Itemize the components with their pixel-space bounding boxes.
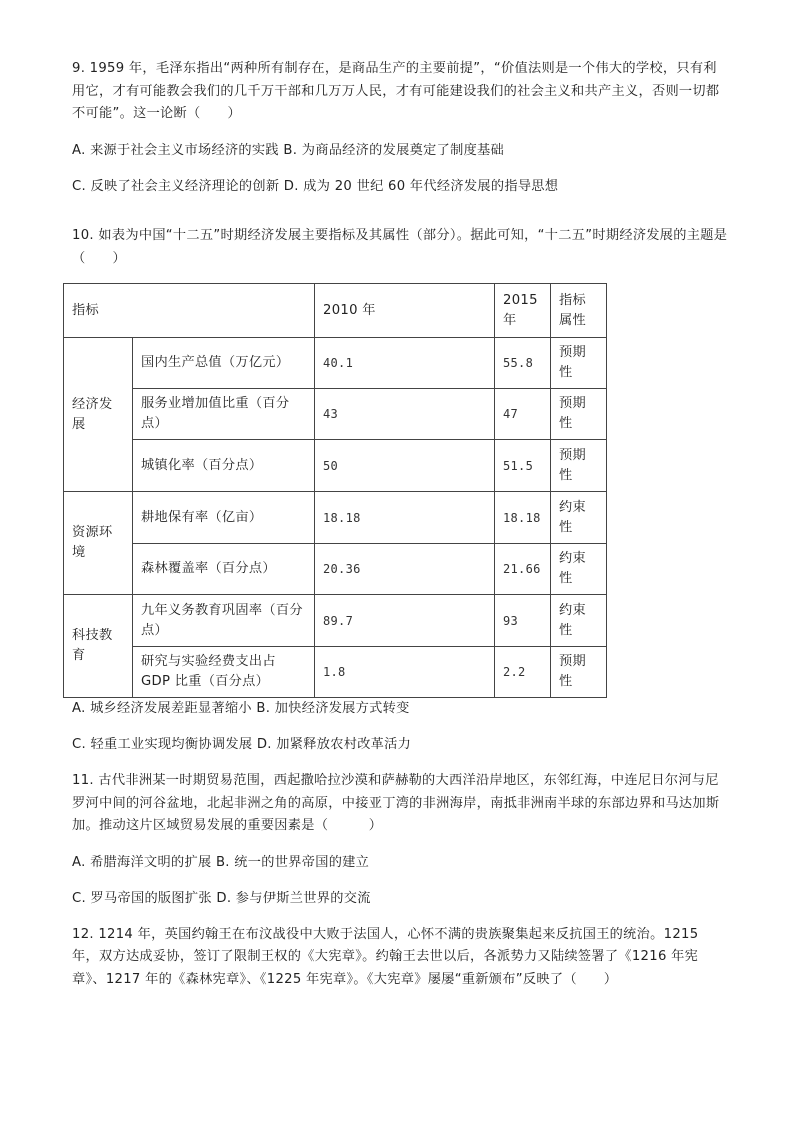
attr-cell: 预期性 (551, 647, 607, 698)
category-cell: 科技教育 (64, 595, 133, 698)
table-header-row (64, 284, 607, 338)
indicator-cell: 国内生产总值（万亿元） (133, 338, 315, 389)
question-10-options-ab: A. 城乡经济发展差距显著缩小 B. 加快经济发展方式转变 (72, 701, 410, 716)
question-9-stem: 9. 1959 年，毛泽东指出“两种所有制存在，是商品生产的主要前提”，“价值法则是一个伟大的学校，只有利用它，才有可能教会我们的几千万干部和几万万人民，才有可能建设我们的社会主义和共产主义，否则一切都不可能”。这一论断（ ） (72, 61, 720, 121)
attr-cell: 预期性 (551, 389, 607, 440)
question-12-stem: 12. 1214 年，英国约翰王在布汶战役中大败于法国人，心怀不满的贵族聚集起来反抗国王的统治。1215 年，双方达成妥协，签订了限制王权的《大宪章》。约翰王去世以后，各派势力又陆续签署了《1216 年宪章》、1217 年的《森林宪章》、《1225 年宪章》。《大宪章》屡屡“重新颁布”反映了（ ） (72, 926, 699, 987)
header-2010: 2010 年 (315, 284, 495, 338)
value-2015-cell: 21.66 (495, 544, 551, 595)
indicator-cell: 耕地保有率（亿亩） (133, 492, 315, 544)
question-9-options-cd: C. 反映了社会主义经济理论的创新 D. 成为 20 世纪 60 年代经济发展的指导思想 (72, 178, 559, 194)
value-2010-cell: 50 (315, 440, 495, 492)
attr-cell: 约束性 (551, 492, 607, 544)
value-2010-cell: 40.1 (315, 338, 495, 389)
table-row (64, 595, 607, 647)
table-row (64, 389, 607, 440)
indicator-cell: 服务业增加值比重（百分点） (133, 389, 315, 440)
table-row (64, 492, 607, 544)
attr-cell: 约束性 (551, 595, 607, 647)
value-2010-cell: 1.8 (315, 647, 495, 698)
table-row (64, 544, 607, 595)
lower-section (72, 698, 728, 991)
indicator-cell: 研究与实验经费支出占 GDP 比重（百分点） (133, 647, 315, 698)
value-2015-cell: 2.2 (495, 647, 551, 698)
question-11-options-cd: C. 罗马帝国的版图扩张 D. 参与伊斯兰世界的交流 (72, 890, 371, 906)
value-2015-cell: 47 (495, 389, 551, 440)
value-2015-cell: 93 (495, 595, 551, 647)
value-2010-cell: 43 (315, 389, 495, 440)
question-9-options-ab: A. 来源于社会主义市场经济的实践 B. 为商品经济的发展奠定了制度基础 (72, 142, 505, 158)
table-row (64, 338, 607, 389)
question-10-stem: 10. 如表为中国“十二五”时期经济发展主要指标及其属性（部分）。据此可知，“十二五”时期经济发展的主题是（ ） (72, 228, 728, 266)
header-2015: 2015 年 (495, 284, 551, 338)
value-2010-cell: 18.18 (315, 492, 495, 544)
question-11-stem: 11. 古代非洲某一时期贸易范围，西起撒哈拉沙漠和萨赫勒的大西洋沿岸地区，东邻红海，中连尼日尔河与尼罗河中间的河谷盆地，北起非洲之角的高原，中接亚丁湾的非洲海岸，南抵非洲南半球的东部边界和马达加斯加。推动这片区域贸易发展的重要因素是（ ） (72, 773, 720, 833)
attr-cell: 预期性 (551, 338, 607, 389)
indicator-cell: 森林覆盖率（百分点） (133, 544, 315, 595)
attr-cell: 预期性 (551, 440, 607, 492)
value-2010-cell: 20.36 (315, 544, 495, 595)
indicator-table (63, 283, 607, 698)
category-cell: 资源环境 (64, 492, 133, 595)
value-2010-cell: 89.7 (315, 595, 495, 647)
question-9 (72, 58, 728, 198)
header-indicator: 指标 (64, 284, 315, 338)
table-row (64, 440, 607, 492)
value-2015-cell: 55.8 (495, 338, 551, 389)
indicator-cell: 城镇化率（百分点） (133, 440, 315, 492)
header-attr: 指标属性 (551, 284, 607, 338)
question-11-options-ab: A. 希腊海洋文明的扩展 B. 统一的世界帝国的建立 (72, 854, 370, 870)
question-10 (72, 225, 728, 270)
indicator-cell: 九年义务教育巩固率（百分点） (133, 595, 315, 647)
question-10-options-cd: C. 轻重工业实现均衡协调发展 D. 加紧释放农村改革活力 (72, 737, 412, 752)
value-2015-cell: 18.18 (495, 492, 551, 544)
value-2015-cell: 51.5 (495, 440, 551, 492)
category-cell: 经济发展 (64, 338, 133, 492)
table-row (64, 647, 607, 698)
attr-cell: 约束性 (551, 544, 607, 595)
